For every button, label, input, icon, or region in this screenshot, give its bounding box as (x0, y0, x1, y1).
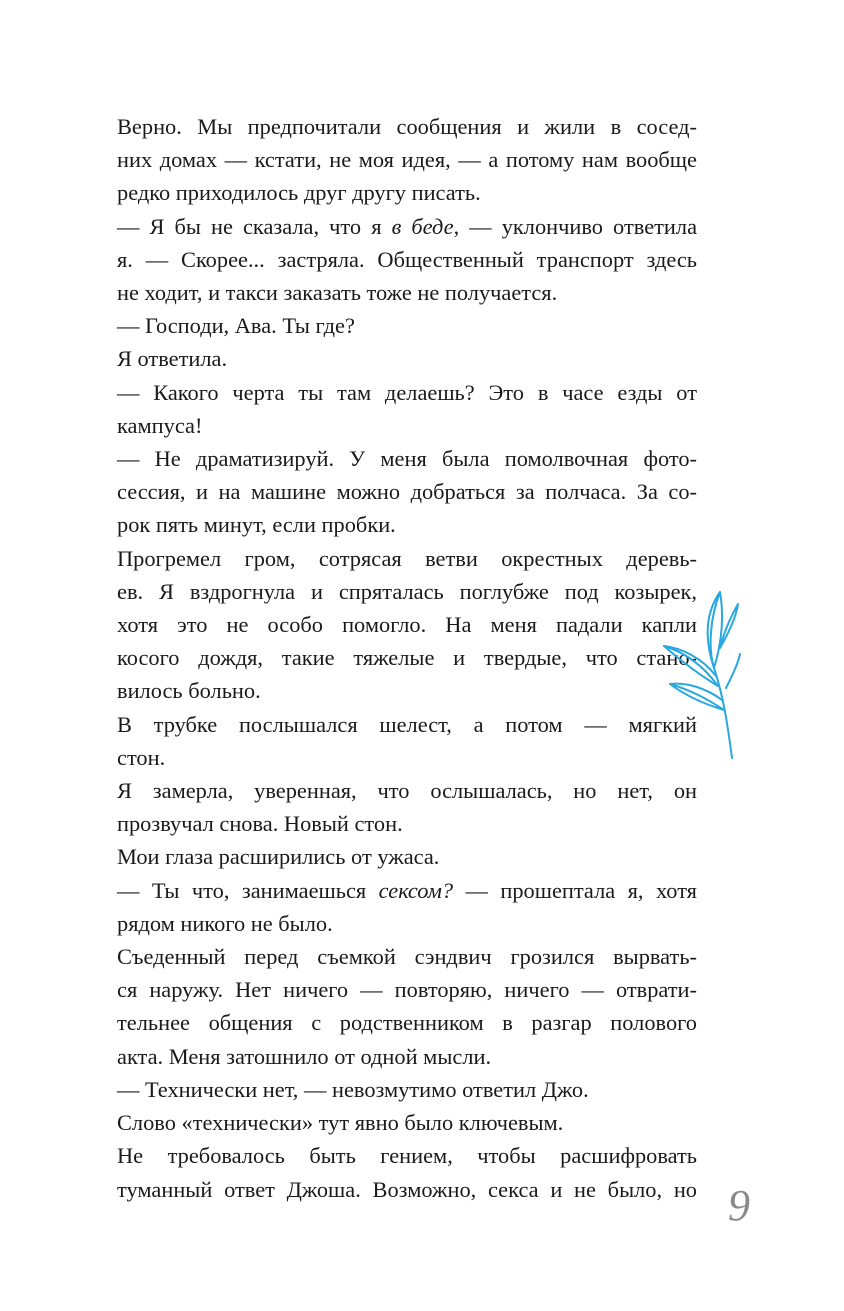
text-line: акта. Меня затошнило от одной мысли. (117, 1043, 492, 1069)
emphasis-text: в беде (391, 213, 454, 239)
text-line: — Технически нет, — невозмутимо ответил Джо. (117, 1076, 589, 1102)
paragraph (117, 708, 697, 774)
paragraph (117, 1106, 697, 1139)
paragraph (117, 442, 697, 542)
text-line: них домах — кстати, не моя идея, — а потому нам вообще (117, 147, 697, 173)
text-line: рядом никого не было. (117, 910, 333, 936)
text-line: Мои глаза расширились от ужаса. (117, 844, 440, 870)
paragraph (117, 1139, 697, 1205)
paragraph (117, 940, 697, 1073)
text-fragment: — прошептала я, хотя (453, 877, 697, 903)
text-line (117, 210, 697, 243)
body-text (117, 110, 697, 1206)
paragraph (117, 210, 697, 310)
text-line: рок пять минут, если пробки. (117, 512, 396, 538)
text-line: Я ответила. (117, 346, 228, 372)
leaf-ornament-icon (662, 588, 742, 760)
text-line (117, 874, 697, 907)
text-line: я. — Скорее... застряла. Общественный транспорт здесь (117, 246, 697, 272)
text-line: не ходит, и такси заказать тоже не получается. (117, 280, 558, 306)
text-line: ев. Я вздрогнула и спряталась поглубже под козырек, (117, 578, 697, 604)
text-line: косого дождя, такие тяжелые и твердые, что стано- (117, 645, 697, 671)
text-line: хотя это не особо помогло. На меня падали капли (117, 612, 697, 638)
paragraph (117, 1073, 697, 1106)
paragraph (117, 342, 697, 375)
paragraph (117, 110, 697, 210)
text-line: — Не драматизируй. У меня была помолвочная фото- (117, 446, 697, 472)
text-line: Слово «технически» тут явно было ключевым. (117, 1110, 564, 1136)
paragraph (117, 774, 697, 840)
text-line: ся наружу. Нет ничего — повторяю, ничего — отврати- (117, 977, 697, 1003)
text-fragment: , — уклончиво ответила (453, 213, 698, 239)
paragraph (117, 874, 697, 940)
text-line: вилось больно. (117, 678, 261, 704)
paragraph (117, 309, 697, 342)
text-fragment: — Ты что, занимаешься (117, 877, 379, 903)
text-line: сессия, и на машине можно добраться за полчаса. За со- (117, 479, 697, 505)
text-line: В трубке послышался шелест, а потом — мягкий (117, 711, 697, 737)
text-line: прозвучал снова. Новый стон. (117, 811, 403, 837)
paragraph (117, 542, 697, 708)
text-line: редко приходилось друг другу писать. (117, 180, 481, 206)
text-line: стон. (117, 744, 166, 770)
text-fragment: — Я бы не сказала, что я (117, 213, 392, 239)
text-line: Верно. Мы предпочитали сообщения и жили в сосед- (117, 114, 697, 139)
text-line: — Господи, Ава. Ты где? (117, 313, 355, 339)
text-line: кампуса! (117, 412, 203, 438)
text-line: туманный ответ Джоша. Возможно, секса и не было, но (117, 1176, 697, 1202)
text-line: тельнее общения с родственником в разгар полового (117, 1010, 697, 1036)
text-line: Съеденный перед съемкой сэндвич грозился вырвать- (117, 944, 697, 970)
emphasis-text: сексом? (378, 877, 454, 903)
text-line: Прогремел гром, сотрясая ветви окрестных деревь- (117, 545, 697, 571)
paragraph (117, 376, 697, 442)
text-line: Не требовалось быть гением, чтобы расшифровать (117, 1143, 697, 1169)
text-line: — Какого черта ты там делаешь? Это в часе езды от (117, 379, 697, 405)
paragraph (117, 840, 697, 873)
page-number: 9 (728, 1181, 750, 1230)
text-line: Я замерла, уверенная, что ослышалась, но нет, он (117, 778, 697, 804)
